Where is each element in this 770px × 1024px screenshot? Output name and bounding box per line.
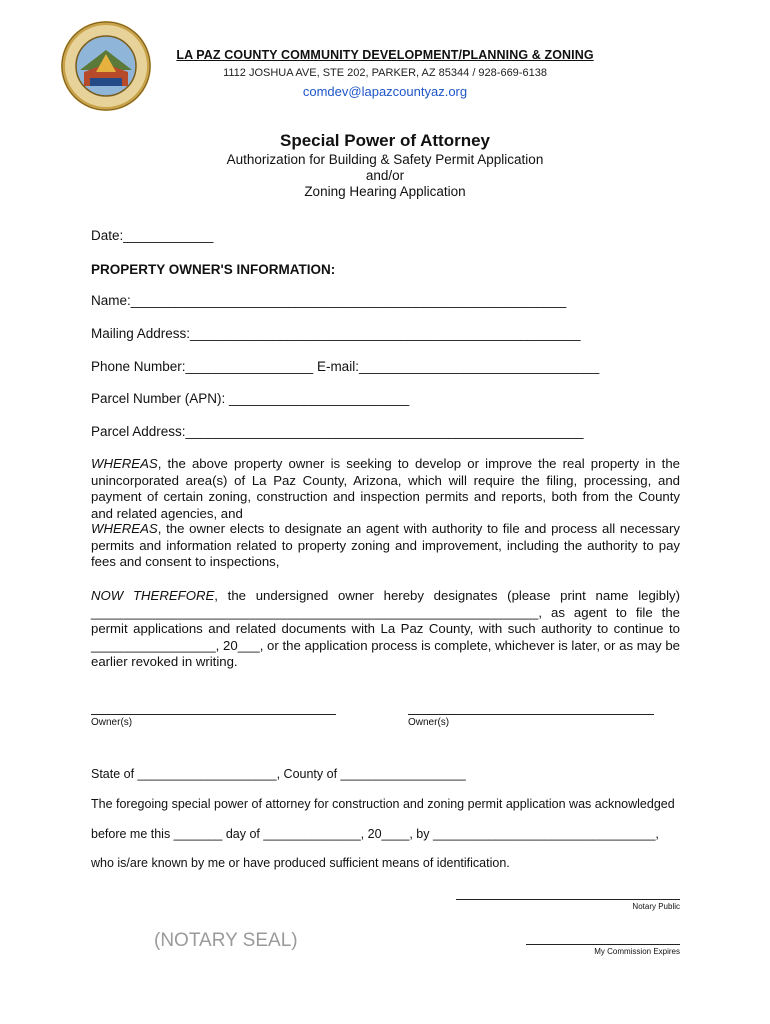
- mailing-address-field[interactable]: Mailing Address:____________________________________________________: [91, 326, 581, 341]
- now-therefore-text: , the undersigned owner hereby designates (please print name legibly) _____________________________________________________________, as agent to file the permit applications and related documents with La Paz County, with such authority to continue to _________________, 20___, or the application process is complete, whichever is later, or as may be earlier revoked in writing.: [91, 588, 680, 669]
- now-therefore-paragraph: [91, 588, 680, 671]
- document-subtitle: Authorization for Building & Safety Permit Application: [226, 152, 544, 167]
- notary-signature-line[interactable]: [456, 899, 680, 900]
- document-subtitle-zoning: Zoning Hearing Application: [304, 184, 466, 199]
- commission-expires-line[interactable]: [526, 944, 680, 945]
- parcel-address-field[interactable]: Parcel Address:_____________________________________________________: [91, 424, 584, 439]
- identification-text: who is/are known by me or have produced sufficient means of identification.: [91, 856, 510, 870]
- whereas-paragraph-1: [91, 456, 680, 522]
- notary-public-label: Notary Public: [632, 902, 680, 911]
- owner-signature-line-1[interactable]: [91, 714, 336, 715]
- phone-email-field[interactable]: Phone Number:_________________ E-mail:________________________________: [91, 359, 600, 374]
- whereas-text: , the owner elects to designate an agent with authority to file and process all necessary permits and information related to property zoning and improvement, including the authority to pay fees and consent to inspections,: [91, 521, 680, 569]
- org-address: 1112 JOSHUA AVE, STE 202, PARKER, AZ 85344 / 928-669-6138: [223, 67, 547, 79]
- before-me-field[interactable]: before me this _______ day of ______________, 20____, by ________________________________,: [91, 827, 659, 841]
- owner-label-2: Owner(s): [408, 717, 450, 728]
- now-therefore-lead: NOW THEREFORE: [91, 588, 215, 603]
- whereas-paragraph-2: [91, 521, 680, 571]
- owner-signature-line-2[interactable]: [408, 714, 654, 715]
- owner-label-1: Owner(s): [91, 717, 133, 728]
- owner-section-heading: PROPERTY OWNER'S INFORMATION:: [91, 262, 336, 277]
- document-subtitle-andor: and/or: [365, 168, 405, 183]
- whereas-lead: WHEREAS: [91, 456, 158, 471]
- state-county-field[interactable]: State of ____________________, County of __________________: [91, 767, 466, 781]
- date-field[interactable]: Date:____________: [91, 228, 214, 243]
- whereas-lead: WHEREAS: [91, 521, 158, 536]
- parcel-number-field[interactable]: Parcel Number (APN): ________________________: [91, 391, 410, 406]
- document-title: Special Power of Attorney: [279, 131, 491, 150]
- name-field[interactable]: Name:__________________________________________________________: [91, 293, 567, 308]
- org-title: LA PAZ COUNTY COMMUNITY DEVELOPMENT/PLANNING & ZONING: [176, 48, 594, 62]
- commission-expires-label: My Commission Expires: [594, 947, 680, 956]
- org-email-link[interactable]: comdev@lapazcountyaz.org: [302, 84, 468, 99]
- acknowledgement-text: The foregoing special power of attorney for construction and zoning permit application was acknowledged: [91, 797, 675, 811]
- notary-seal-placeholder: (NOTARY SEAL): [154, 930, 298, 951]
- whereas-text: , the above property owner is seeking to develop or improve the real property in the unincorporated area(s) of La Paz County, Arizona, which will require the filing, processing, and payment of certain zoning, construction and inspection permits and reports, both from the County and related agencies, and: [91, 456, 680, 521]
